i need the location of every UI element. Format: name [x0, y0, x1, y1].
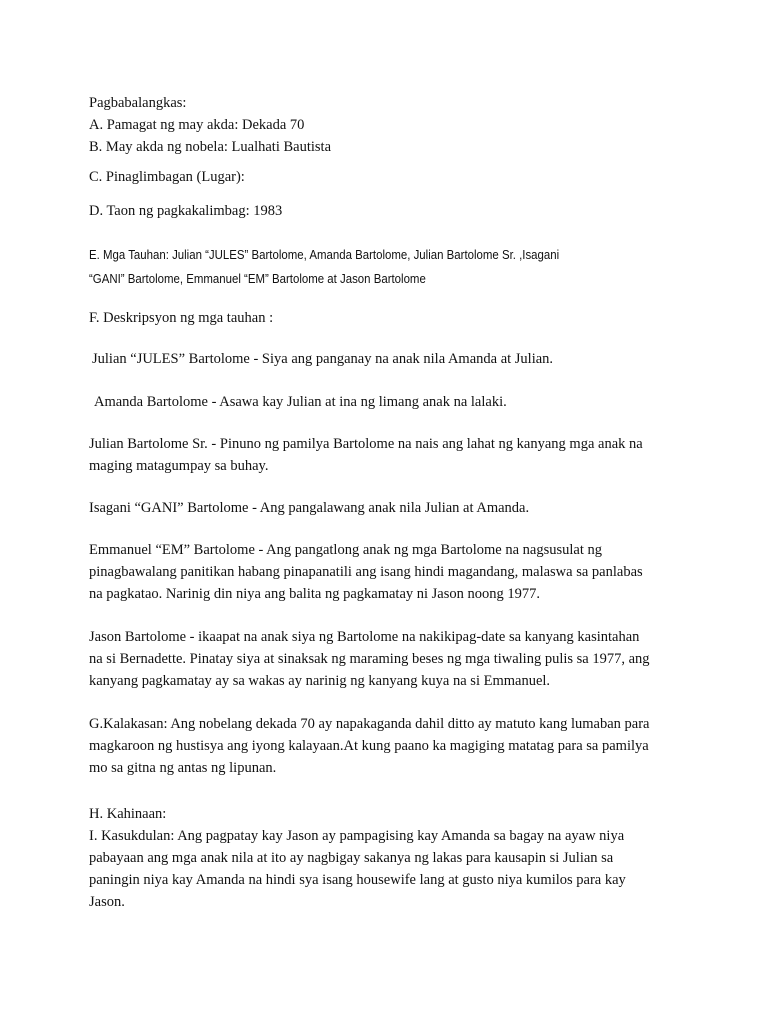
characters-line-1: E. Mga Tauhan: Julian “JULES” Bartolome, Amanda Bartolome, Julian Bartolome Sr. ,Isagani — [89, 247, 560, 262]
jason-description-line-1: Jason Bartolome - ikaapat na anak siya ng Bartolome na nakikipag-date sa kanyang kasintahan — [89, 629, 640, 645]
place-line: C. Pinaglimbagan (Lugar): — [89, 169, 245, 185]
weakness-climax-section — [89, 803, 689, 913]
outline-heading: Pagbabalangkas: — [89, 95, 187, 111]
amanda-section — [89, 391, 689, 413]
julian-sr-section — [89, 433, 689, 477]
strength-section — [89, 713, 689, 779]
characters-line-2: “GANI” Bartolome, Emmanuel “EM” Bartolome at Jason Bartolome — [89, 271, 426, 286]
gani-section — [89, 497, 689, 519]
place-section — [89, 166, 689, 188]
jules-description: Julian “JULES” Bartolome - Siya ang panganay na anak nila Amanda at Julian. — [92, 351, 554, 367]
gani-description: Isagani “GANI” Bartolome - Ang pangalawang anak nila Julian at Amanda. — [89, 500, 530, 516]
strength-line-1: G.Kalakasan: Ang nobelang dekada 70 ay napakaganda dahil ditto ay matuto kang lumaban para — [89, 716, 650, 732]
outline-header — [89, 92, 689, 158]
strength-line-2: magkaroon ng hustisya ang iyong kalayaan.At kung paano ka magiging matatag para sa pamilya — [89, 738, 649, 754]
climax-line-3: paningin niya kay Amanda na hindi sya isang housewife lang at gusto niya kumilos para kay — [89, 872, 626, 888]
amanda-description: Amanda Bartolome - Asawa kay Julian at ina ng limang anak na lalaki. — [94, 394, 507, 410]
julian-sr-description-line-1: Julian Bartolome Sr. - Pinuno ng pamilya Bartolome na nais ang lahat ng kanyang mga anak na — [89, 436, 643, 452]
julian-sr-description-line-2: maging matagumpay sa buhay. — [89, 458, 269, 474]
em-description-line-3: na pagkatao. Narinig din niya ang balita ng pagkamatay ni Jason noong 1977. — [89, 586, 541, 602]
year-line: D. Taon ng pagkakalimbag: 1983 — [89, 203, 283, 219]
jason-description-line-2: na si Bernadette. Pinatay siya at sinaksak ng maraming beses ng mga tiwaling pulis sa 1977, ang — [89, 651, 650, 667]
climax-line-4: Jason. — [89, 894, 125, 910]
climax-line-1: I. Kasukdulan: Ang pagpatay kay Jason ay pampagising kay Amanda sa bagay na ayaw niya — [89, 828, 625, 844]
jason-description-line-3: kanyang pagkamatay ay sa wakas ay narinig ng kanyang kuya na si Emmanuel. — [89, 673, 551, 689]
em-section — [89, 539, 689, 605]
strength-line-3: mo sa gitna ng antas ng lipunan. — [89, 760, 277, 776]
description-heading: F. Deskripsyon ng mga tauhan : — [89, 310, 274, 326]
climax-line-2: pabayaan ang mga anak nila at ito ay nagbigay sakanya ng lakas para kausapin si Julian sa — [89, 850, 614, 866]
em-description-line-2: pinagbawalang panitikan habang pinapanatili ang isang hindi magandang, malaswa sa panlabas — [89, 564, 643, 580]
year-section — [89, 200, 689, 222]
jason-section — [89, 626, 689, 692]
weakness-line: H. Kahinaan: — [89, 806, 167, 822]
description-heading-section — [89, 307, 689, 329]
characters-section — [89, 243, 691, 291]
author-line: B. May akda ng nobela: Lualhati Bautista — [89, 139, 332, 155]
jules-section — [89, 348, 689, 370]
em-description-line-1: Emmanuel “EM” Bartolome - Ang pangatlong anak ng mga Bartolome na nagsusulat ng — [89, 542, 603, 558]
title-line: A. Pamagat ng may akda: Dekada 70 — [89, 117, 305, 133]
